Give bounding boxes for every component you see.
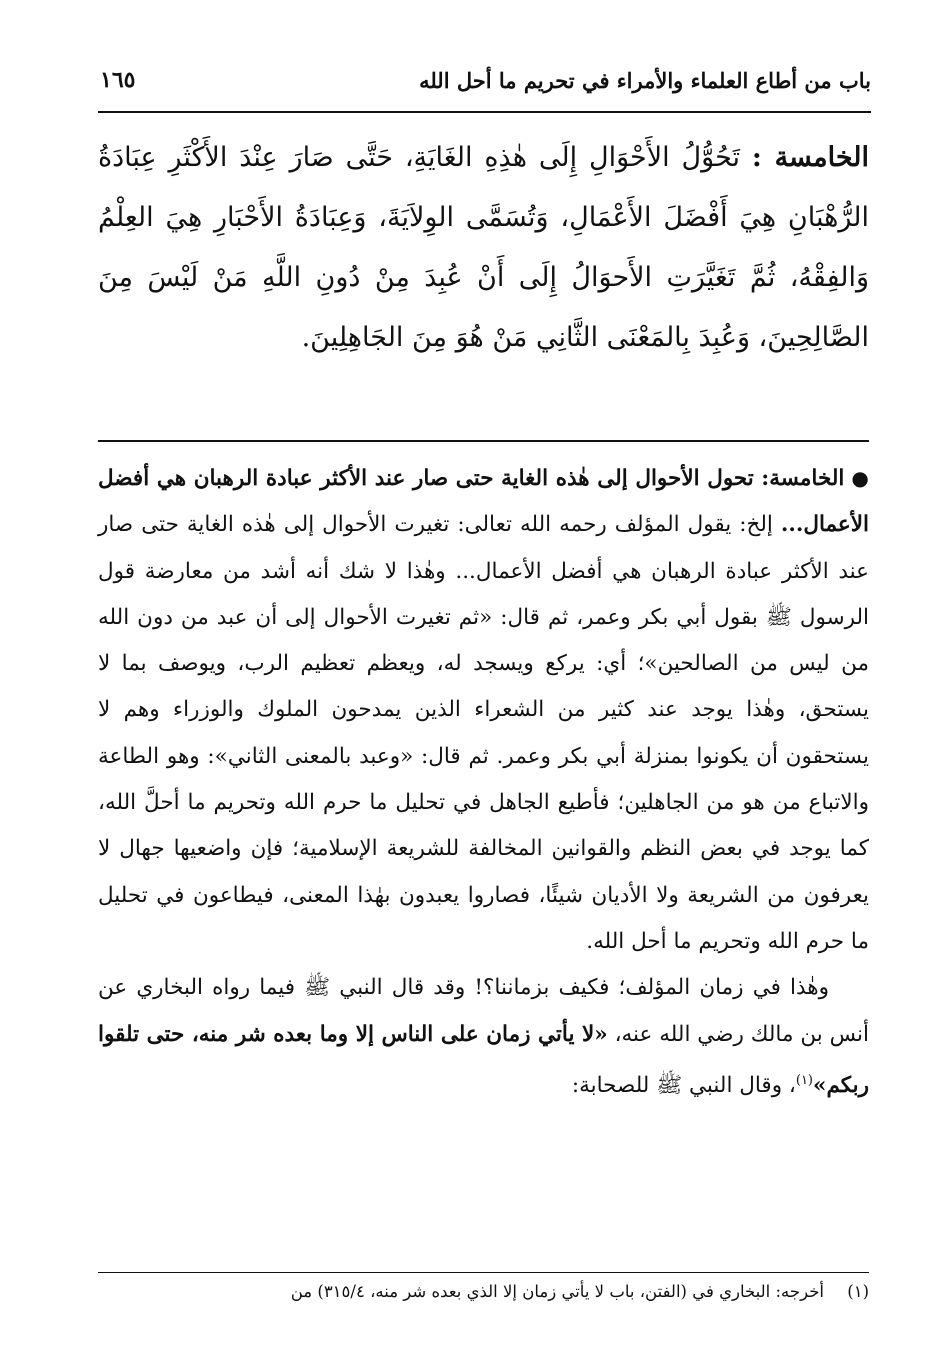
commentary-heading: الخامسة: تحول الأحوال إلى هٰذه الغاية حتى صار عند الأكثر عبادة الرهبان هي أفضل الأعمال... bbox=[98, 466, 869, 538]
commentary-paragraph bbox=[98, 965, 869, 1109]
commentary-body: إلخ: يقول المؤلف رحمه الله تعالى: تغيرت الأحوال إلى هٰذه الغاية حتى صار عند الأكثر عبادة الرهبان هي أفضل الأعمال... وهٰذا لا شك أنه أشد من معارضة قول الرسول ﷺ بقول أبي بكر وعمر، ثم قال: «ثم تغيرت الأحوال إلى أن عبد من دون الله من ليس من الصالحين»؛ أي: يركع ويسجد له، ويعظم تعظيم الرب، ويوصف بما لا يستحق، وهٰذا يوجد عند كثير من الشعراء الذين يمدحون الملوك والوزراء وهم لا يستحقون أن يكونوا بمنزلة أبي بكر وعمر. ثم قال: «وعبد بالمعنى الثاني»: وهو الطاعة والاتباع من هو من الجاهلين؛ فأطيع الجاهل في تحليل ما حرم الله وتحريم ما أحلَّ الله، كما يوجد في بعض النظم والقوانين المخالفة للشريعة الإسلامية؛ فإن واضعيها جهال لا يعرفون من الشريعة ولا الأديان شيئًا، فصاروا يعبدون بهٰذا المعنى، فيطاعون في تحليل ما حرم الله وتحريم ما أحل الله. bbox=[98, 512, 869, 954]
page-number: ١٦٥ bbox=[100, 67, 136, 93]
commentary bbox=[98, 455, 869, 1109]
running-header bbox=[100, 58, 871, 102]
main-text bbox=[98, 128, 869, 368]
footnote bbox=[98, 1278, 869, 1306]
footnote-ref: (١) bbox=[795, 1072, 813, 1088]
commentary-body-tail: ، وقال النبي ﷺ للصحابة: bbox=[571, 1073, 796, 1099]
footnote-divider bbox=[98, 1272, 869, 1273]
hadith-quote: «لا يأتي زمان على الناس إلا وما بعده شر منه، حتى تلقوا ربكم» bbox=[98, 1021, 869, 1099]
bullet-icon: ● bbox=[851, 466, 869, 490]
header-divider bbox=[98, 111, 871, 113]
footnote-text: أخرجه: البخاري في (الفتن، باب لا يأتي زمان إلا الذي بعده شر منه، ٣١٥/٤) من bbox=[290, 1282, 824, 1301]
commentary-body: وهٰذا في زمان المؤلف؛ فكيف بزماننا؟! وقد قال النبي ﷺ فيما رواه البخاري عن أنس بن مالك رضي الله عنه، bbox=[98, 975, 869, 1047]
matn-body: تَحُوُّلُ الأَحْوَالِ إِلَى هٰذِهِ الغَايَةِ، حَتَّى صَارَ عِنْدَ الأَكْثَرِ عِبَادَةُ الرُّهْبَانِ هِيَ أَفْضَلَ الأَعْمَالِ، وَتُسَمَّى الوِلاَيَةَ، وَعِبَادَةُ الأَحْبَارِ هِيَ العِلْمُ وَالفِقْهُ، ثُمَّ تَغَيَّرَتِ الأَحوَالُ إِلَى أَنْ عُبِدَ مِنْ دُونِ اللَّهِ مَنْ لَيْسَ مِنَ الصَّالِحِينَ، وَعُبِدَ بِالمَعْنَى الثَّانِي مَنْ هُوَ مِنَ الجَاهِلِينَ. bbox=[98, 142, 869, 353]
commentary-paragraph bbox=[98, 455, 869, 965]
commentary-divider bbox=[98, 440, 869, 442]
footnote-number: (١) bbox=[847, 1282, 869, 1301]
matn-lead: الخامسة : bbox=[751, 142, 869, 173]
chapter-title: باب من أطاع العلماء والأمراء في تحريم ما أحل الله bbox=[419, 67, 871, 93]
